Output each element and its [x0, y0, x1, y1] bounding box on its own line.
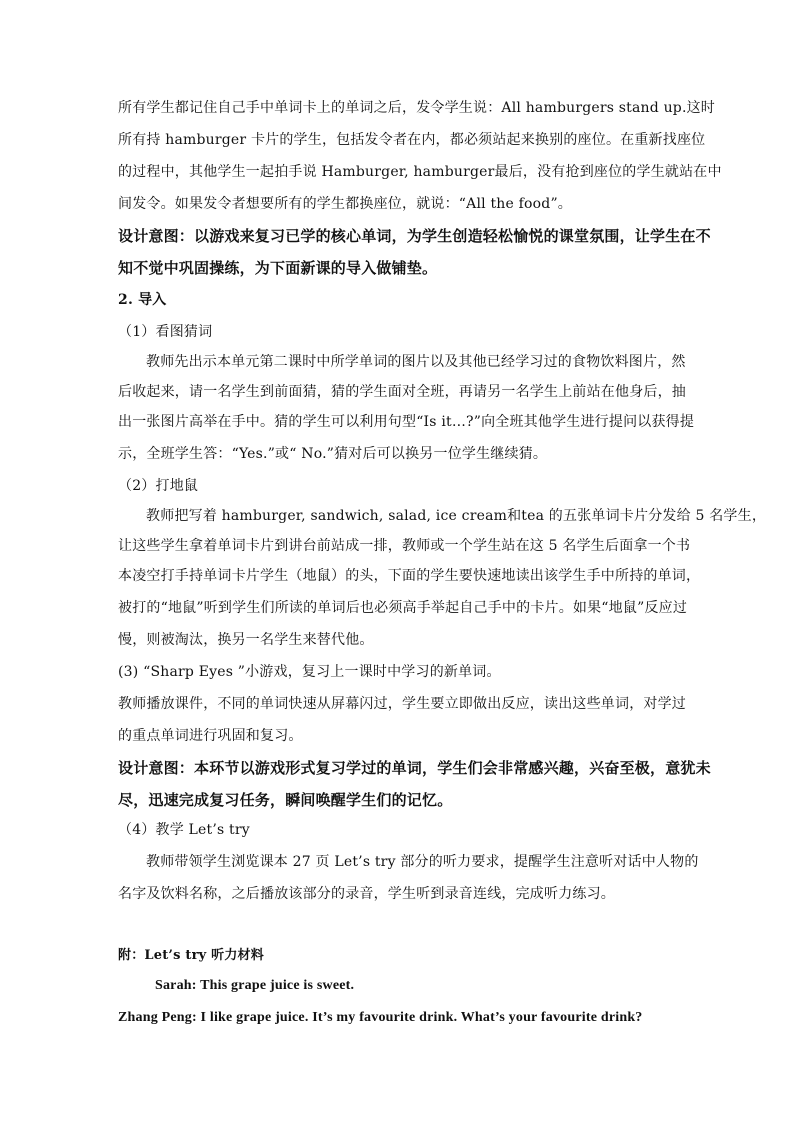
- paragraph-line: 被打的“地鼠”听到学生们所读的单词后也必须高手举起自己手中的卡片。如果“地鼠”反应过: [118, 600, 688, 616]
- design-intent-line: 设计意图：以游戏来复习已学的核心单词，为学生创造轻松愉悦的课堂氛围，让学生在不: [118, 227, 711, 245]
- paragraph-line: 所有学生都记住自己手中单词卡上的单词之后，发令学生说：All hamburgers stand up.这时: [118, 100, 716, 116]
- paragraph-line: 名字及饮料名称，之后播放该部分的录音，学生听到录音连线，完成听力练习。: [118, 886, 615, 902]
- subsection-heading: （1）看图猜词: [118, 324, 213, 340]
- subsection-heading: （2）打地鼠: [118, 478, 199, 494]
- paragraph-line: 教师把写着 hamburger, sandwich, salad, ice cream和tea 的五张单词卡片分发给 5 名学生，: [146, 508, 767, 524]
- paragraph-line: 后收起来，请一名学生到前面猜，猜的学生面对全班，再请另一名学生上前站在他身后，抽: [118, 384, 686, 400]
- paragraph-line: 教师播放课件，不同的单词快速从屏幕闪过，学生要立即做出反应，读出这些单词，对学过: [118, 696, 686, 712]
- paragraph-line: 出一张图片高举在手中。猜的学生可以利用句型“Is it…?”向全班其他学生进行提问以获得提: [118, 414, 695, 430]
- paragraph-line: 间发令。如果发令者想要所有的学生都换座位，就说：“All the food”。: [118, 196, 573, 212]
- paragraph-line: 慢，则被淘汰，换另一名学生来替代他。: [118, 632, 374, 648]
- dialogue-line: Zhang Peng: I like grape juice. It’s my favourite drink. What’s your favourite drink?: [118, 1010, 643, 1025]
- design-intent-line: 设计意图：本环节以游戏形式复习学过的单词，学生们会非常感兴趣，兴奋至极，意犹未: [118, 759, 711, 777]
- paragraph-line: 本凌空打手持单词卡片学生（地鼠）的头，下面的学生要快速地读出该学生手中所持的单词，: [118, 568, 701, 584]
- design-intent-line: 尽，迅速完成复习任务，瞬间唤醒学生们的记忆。: [118, 791, 453, 809]
- paragraph-line: 的重点单词进行巩固和复习。: [118, 728, 303, 744]
- paragraph-line: 让这些学生拿着单词卡片到讲台前站成一排，教师或一个学生站在这 5 名学生后面拿一个书: [118, 538, 691, 554]
- paragraph-line: 教师先出示本单元第二课时中所学单词的图片以及其他已经学习过的食物饮料图片，然: [146, 354, 686, 370]
- paragraph-line: 示，全班学生答：“Yes.”或“ No.”猜对后可以换另一位学生继续猜。: [118, 446, 548, 462]
- subsection-heading: (3) “Sharp Eyes ”小游戏，复习上一课时中学习的新单词。: [118, 664, 501, 680]
- design-intent-line: 知不觉中巩固操练，为下面新课的导入做铺垫。: [118, 259, 438, 277]
- paragraph-line: 所有持 hamburger 卡片的学生，包括发令者在内，都必须站起来换别的座位。在重新找座位: [118, 132, 706, 148]
- subsection-heading: （4）教学 Let’s try: [118, 822, 250, 838]
- dialogue-line: Sarah: This grape juice is sweet.: [155, 978, 355, 993]
- paragraph-line: 教师带领学生浏览课本 27 页 Let’s try 部分的听力要求，提醒学生注意听对话中人物的: [146, 854, 699, 870]
- appendix-heading: 附：Let’s try 听力材料: [118, 948, 264, 963]
- paragraph-line: 的过程中，其他学生一起拍手说 Hamburger, hamburger最后，没有抢到座位的学生就站在中: [118, 164, 722, 180]
- section-heading: 2. 导入: [118, 292, 167, 308]
